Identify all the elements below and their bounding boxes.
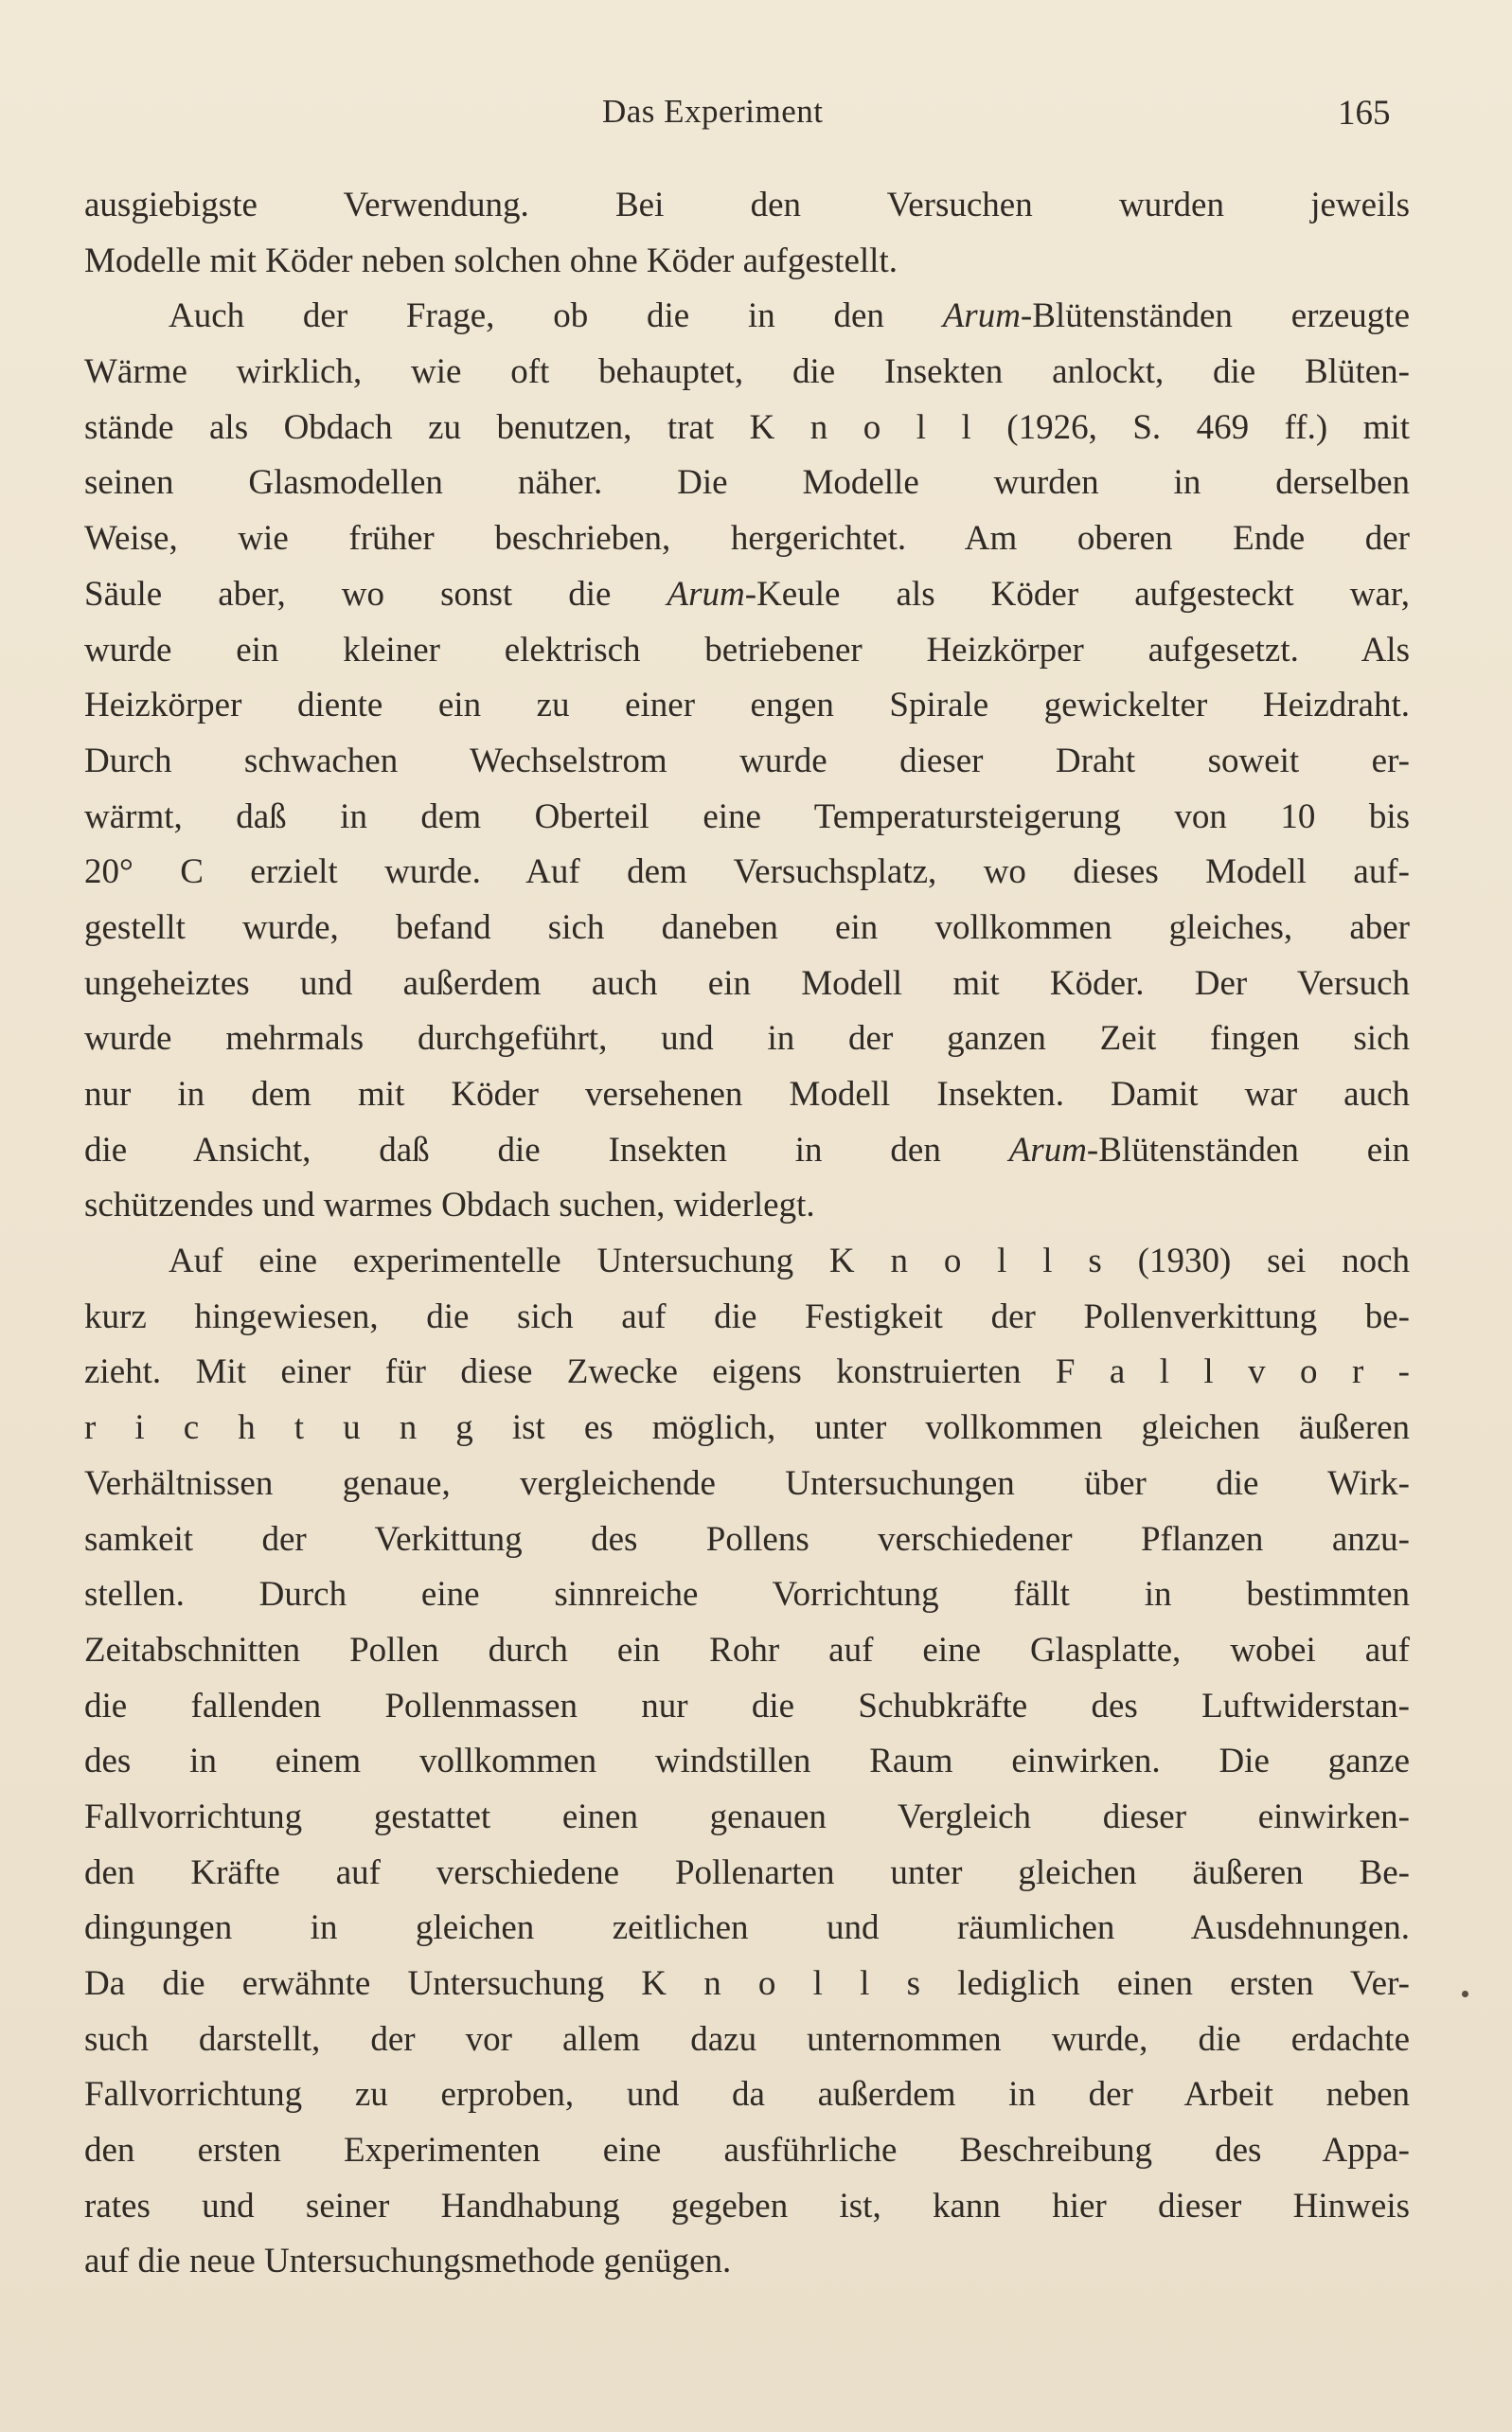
- text-line: Wärme wirklich, wie oft behauptet, die Insekten anlockt, die Blüten-: [84, 352, 1410, 392]
- text-line: den Kräfte auf verschiedene Pollenarten unter gleichen äußeren Be-: [84, 1852, 1410, 1892]
- body-text: [84, 178, 1410, 2290]
- text-line: schützendes und warmes Obdach suchen, widerlegt.: [84, 1186, 815, 1225]
- text-line: den ersten Experimenten eine ausführliche Beschreibung des Appa-: [84, 2131, 1410, 2171]
- text-line: Verhältnissen genaue, vergleichende Untersuchungen über die Wirk-: [84, 1463, 1410, 1503]
- text-line: Fallvorrichtung gestattet einen genauen Vergleich dieser einwirken-: [84, 1797, 1410, 1836]
- text-line: auf die neue Untersuchungsmethode genügen.: [84, 2242, 732, 2281]
- text-line: r i c h t u n g ist es möglich, unter vollkommen gleichen äußeren: [84, 1408, 1410, 1448]
- text-line: wurde mehrmals durchgeführt, und in der ganzen Zeit fingen sich: [84, 1019, 1410, 1059]
- text-line: ausgiebigste Verwendung. Bei den Versuchen wurden jeweils: [84, 186, 1410, 224]
- text-line: wurde ein kleiner elektrisch betriebener Heizkörper aufgesetzt. Als: [84, 630, 1410, 670]
- text-line: kurz hingewiesen, die sich auf die Festigkeit der Pollenverkittung be-: [84, 1296, 1410, 1336]
- text-line: Da die erwähnte Untersuchung K n o l l s lediglich einen ersten Ver-: [84, 1964, 1410, 2003]
- text-line: die Ansicht, daß die Insekten in den Arum-Blütenständen ein: [84, 1130, 1410, 1170]
- text-line: seinen Glasmodellen näher. Die Modelle wurden in derselben: [84, 463, 1410, 503]
- text-line: samkeit der Verkittung des Pollens verschiedener Pflanzen anzu-: [84, 1519, 1410, 1559]
- text-line: nur in dem mit Köder versehenen Modell Insekten. Damit war auch: [84, 1075, 1410, 1114]
- text-line: Zeitabschnitten Pollen durch ein Rohr auf eine Glasplatte, wobei auf: [84, 1630, 1410, 1670]
- text-line: ungeheiztes und außerdem auch ein Modell mit Köder. Der Versuch: [84, 963, 1410, 1003]
- text-line: die fallenden Pollenmassen nur die Schubkräfte des Luftwiderstan-: [84, 1686, 1410, 1726]
- running-head: Das Experiment: [602, 93, 824, 130]
- text-line: Durch schwachen Wechselstrom wurde dieser Draht soweit er-: [84, 741, 1410, 780]
- text-line: Modelle mit Köder neben solchen ohne Köder aufgestellt.: [84, 241, 898, 280]
- text-line: gestellt wurde, befand sich daneben ein vollkommen gleiches, aber: [84, 907, 1410, 947]
- margin-dot: [1462, 1991, 1468, 1997]
- text-line: dingungen in gleichen zeitlichen und räumlichen Ausdehnungen.: [84, 1908, 1410, 1948]
- text-line: wärmt, daß in dem Oberteil eine Temperatursteigerung von 10 bis: [84, 796, 1410, 836]
- text-line: stände als Obdach zu benutzen, trat K n o l l (1926, S. 469 ff.) mit: [84, 407, 1410, 447]
- text-line: rates und seiner Handhabung gegeben ist, kann hier dieser Hinweis: [84, 2186, 1410, 2226]
- text-line: such darstellt, der vor allem dazu unternommen wurde, die erdachte: [84, 2019, 1410, 2059]
- text-line: stellen. Durch eine sinnreiche Vorrichtung fällt in bestimmten: [84, 1575, 1410, 1615]
- text-line: zieht. Mit einer für diese Zwecke eigens konstruierten F a l l v o r -: [84, 1352, 1410, 1392]
- page-header: [0, 93, 1512, 140]
- text-line: Heizkörper diente ein zu einer engen Spirale gewickelter Heizdraht.: [84, 686, 1410, 725]
- text-line: Auf eine experimentelle Untersuchung K n o l l s (1930) sei noch: [169, 1242, 1410, 1281]
- text-line: des in einem vollkommen windstillen Raum einwirken. Die ganze: [84, 1742, 1410, 1781]
- page-number: 165: [1338, 94, 1391, 133]
- text-line: Weise, wie früher beschrieben, hergerichtet. Am oberen Ende der: [84, 519, 1410, 559]
- text-line: Auch der Frage, ob die in den Arum-Blütenständen erzeugte: [169, 296, 1410, 336]
- text-line: 20° C erzielt wurde. Auf dem Versuchsplatz, wo dieses Modell auf-: [84, 852, 1410, 892]
- text-line: Fallvorrichtung zu erproben, und da außerdem in der Arbeit neben: [84, 2075, 1410, 2115]
- text-line: Säule aber, wo sonst die Arum-Keule als Köder aufgesteckt war,: [84, 574, 1411, 614]
